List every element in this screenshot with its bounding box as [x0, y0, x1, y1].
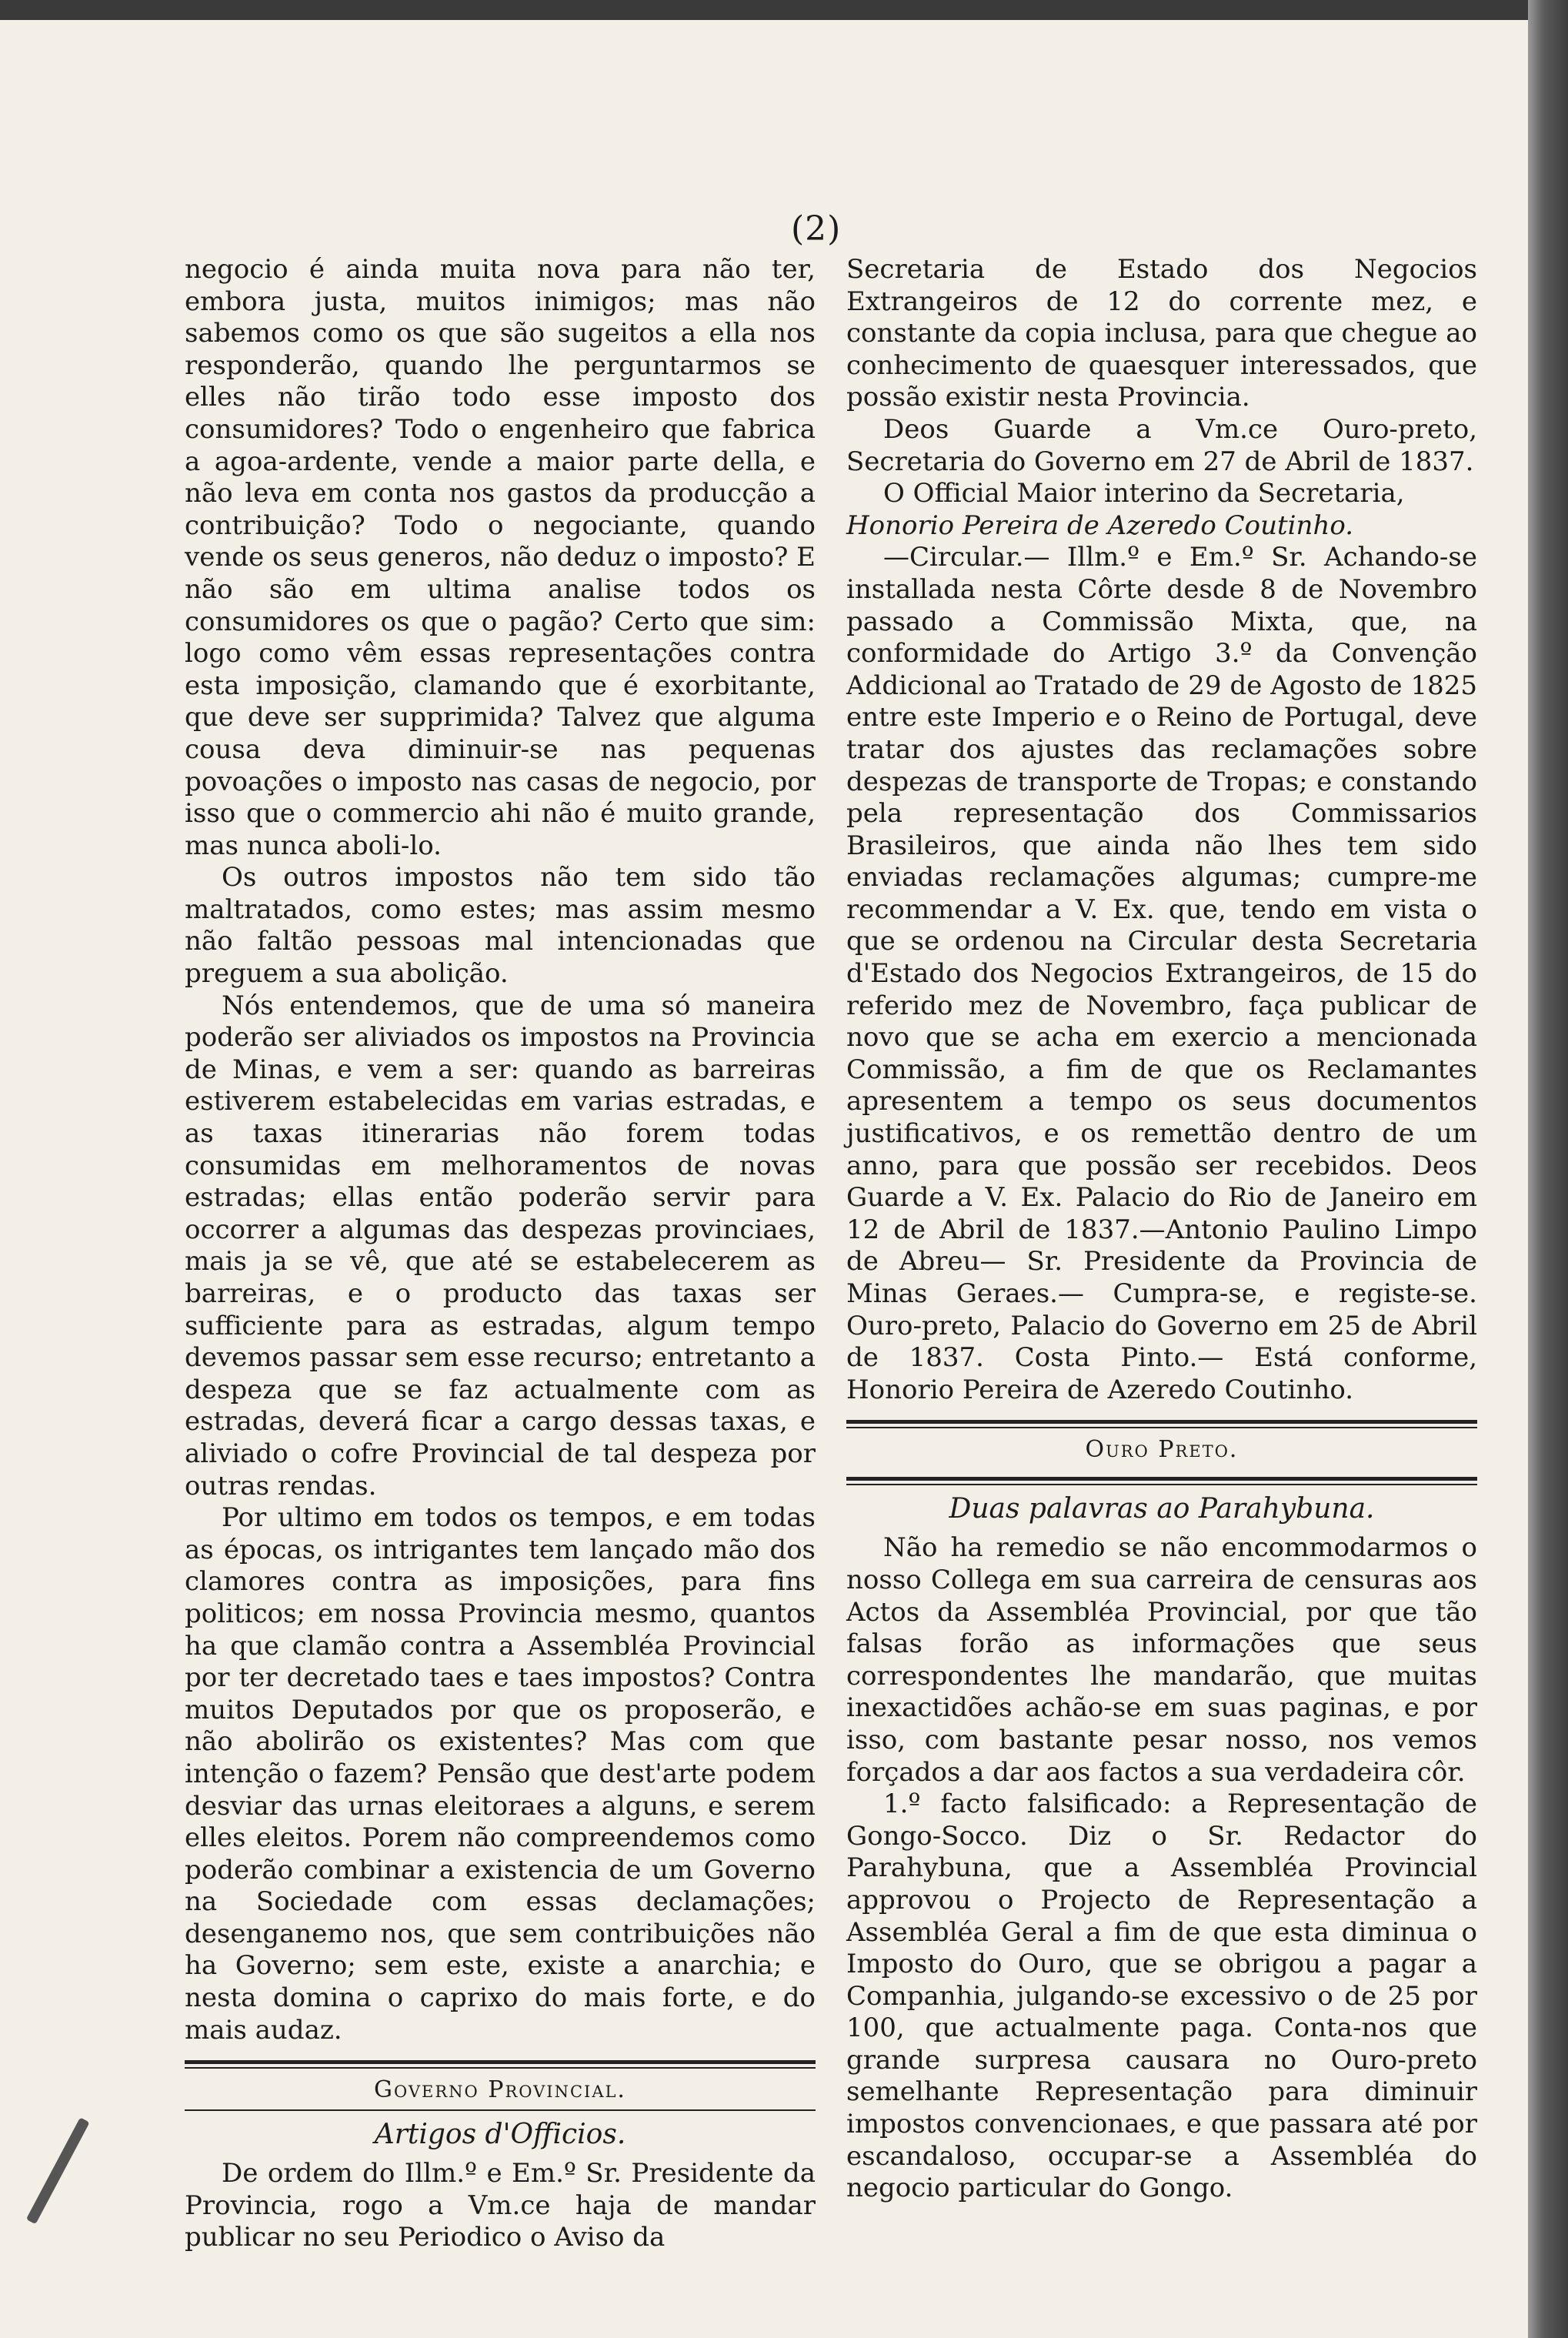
right-column — [846, 254, 1477, 2205]
section-underline-ouro — [846, 1477, 1477, 1485]
right-paragraph-1: Secretaria de Estado dos Negocios Extrangeiros de 12 do corrente mez, e constante da copia inclusa, para que chegue ao conhecimento de quaesquer interessados, que possão existir nesta Provincia. — [846, 254, 1477, 413]
right-paragraph-3: O Official Maior interino da Secretaria, — [883, 478, 1405, 509]
section-underline — [185, 2109, 816, 2111]
left-final-paragraph: De ordem do Illm.º e Em.º Sr. Presidente da Provincia, rogo a Vm.ce haja de mandar publicar no seu Periodico o Aviso da — [185, 2158, 816, 2253]
scan-top-border — [0, 0, 1568, 20]
signature-honorio: Honorio Pereira de Azeredo Coutinho. — [846, 509, 1354, 541]
left-paragraph-1: negocio é ainda muita nova para não ter, embora justa, muitos inimigos; mas não sabemos como os que são sugeitos a ella nos responderão, quando lhe perguntarmos se elles não tirão todo esse imposto dos consumidores? Todo o engenheiro que fabrica a agoa-ardente, vende a maior parte della, e não leva em conta nos gastos da producção a contribuição? Todo o negociante, quando vende os seus generos, não deduz o imposto? E não são em ultima analise todos os consumidores os que o pagão? Certo que sim: logo como vêm essas representações contra esta imposição, clamando que é exorbitante, que deve ser supprimida? Talvez que alguma cousa deva diminuir-se nas pequenas povoações o imposto nas casas de negocio, por isso que o commercio ahi não é muito grande, mas nunca aboli-lo. — [185, 254, 816, 861]
section-divider-ouro — [846, 1420, 1477, 1428]
left-column — [185, 254, 816, 2254]
section-title-governo: Governo Provincial. — [374, 2076, 626, 2104]
scan-right-edge — [1528, 0, 1568, 2338]
subhead-duas-palavras: Duas palavras ao Parahybuna. — [949, 1493, 1375, 1525]
section-divider — [185, 2060, 816, 2069]
page-number: (2) — [791, 209, 842, 249]
left-paragraph-4: Por ultimo em todos os tempos, e em todas as épocas, os intrigantes tem lançado mão dos clamores contra as imposições, para fins politicos; em nossa Provincia mesmo, quantos ha que clamão contra a Assembléa Provincial por ter decretado taes e taes impostos? Contra muitos Deputados por que os proposerão, e não abolirão os existentes? Mas com que intenção o fazem? Pensão que dest'arte podem desviar das urnas eleitoraes a alguns, e serem elles eleitos. Porem não compreendemos como poderão combinar a existencia de um Governo na Sociedade com essas declamações; desenganemo nos, que sem contribuições não ha Governo; sem este, existe a anarchia; e nesta domina o caprixo do mais forte, e do mais audaz. — [185, 1502, 816, 2046]
left-paragraph-2: Os outros impostos não tem sido tão maltratados, como estes; mas assim mesmo não faltão pessoas mal intencionadas que preguem a sua abolição. — [185, 862, 816, 990]
section-title-ouro-preto: Ouro Preto. — [1085, 1436, 1239, 1464]
right-paragraph-5: 1.º facto falsificado: a Representação de Gongo-Socco. Diz o Sr. Redactor do Parahybuna, que a Assembléa Provincial approvou o Projecto de Representação a Assembléa Geral a fim de que esta diminua o Imposto do Ouro, que se obrigou a pagar a Companhia, julgando-se excessivo o de 25 por 100, que actualmente paga. Conta-nos que grande surpresa causara no Ouro-preto semelhante Representação para diminuir impostos convencionaes, e que passara até por escandaloso, occupar-se a Assembléa do negocio particular do Gongo. — [846, 1789, 1477, 2204]
circular-paragraph: —Circular.— Illm.º e Em.º Sr. Achando-se installada nesta Côrte desde 8 de Novembro passado a Commissão Mixta, que, na conformidade do Artigo 3.º da Convenção Addicional ao Tratado de 29 de Agosto de 1825 entre este Imperio e o Reino de Portugal, deve tratar dos ajustes das reclamações sobre despezas de transporte de Tropas; e constando pela representação dos Commissarios Brasileiros, que ainda não lhes tem sido enviadas reclamações algumas; cumpre-me recommendar a V. Ex. que, tendo em vista o que se ordenou na Circular desta Secretaria d'Estado dos Negocios Extrangeiros, de 15 do referido mez de Novembro, faça publicar de novo que se acha em exercio a mencionada Commissão, a fim de que os Reclamantes apresentem a tempo os seus documentos justificativos, e os remettão dentro de um anno, para que possão ser recebidos. Deos Guarde a V. Ex. Palacio do Rio de Janeiro em 12 de Abril de 1837.—Antonio Paulino Limpo de Abreu— Sr. Presidente da Provincia de Minas Geraes.— Cumpra-se, e registe-se. Ouro-preto, Palacio do Governo em 25 de Abril de 1837. Costa Pinto.— Está conforme, Honorio Pereira de Azeredo Coutinho. — [846, 542, 1477, 1405]
left-paragraph-3: Nós entendemos, que de uma só maneira poderão ser aliviados os impostos na Provincia de Minas, e vem a ser: quando as barreiras estiverem estabelecidas em varias estradas, e as taxas itinerarias não forem todas consumidas em melhoramentos de novas estradas; ellas então poderão servir para occorrer a algumas das despezas provinciaes, mais ja se vê, que até se estabelecerem as barreiras, e o producto das taxas ser sufficiente para as estradas, algum tempo devemos passar sem esse recurso; entretanto a despeza que se faz actualmente com as estradas, deverá ficar a cargo dessas taxas, e aliviado o cofre Provincial de tal despeza por outras rendas. — [185, 990, 816, 1501]
pencil-tip-artifact — [26, 2117, 90, 2224]
right-paragraph-2: Deos Guarde a Vm.ce Ouro-preto, Secretaria do Governo em 27 de Abril de 1837. — [846, 413, 1477, 477]
subhead-artigos: Artigos d'Officios. — [374, 2119, 626, 2151]
right-paragraph-4: Não ha remedio se não encommodarmos o nosso Collega em sua carreira de censuras aos Actos da Assembléa Provincial, por que tão falsas forão as informações que seus correspondentes lhe mandarão, que muitas inexactidões achão-se em suas paginas, e por isso, com bastante pesar nosso, nos vemos forçados a dar aos factos a sua verdadeira côr. — [846, 1532, 1477, 1788]
